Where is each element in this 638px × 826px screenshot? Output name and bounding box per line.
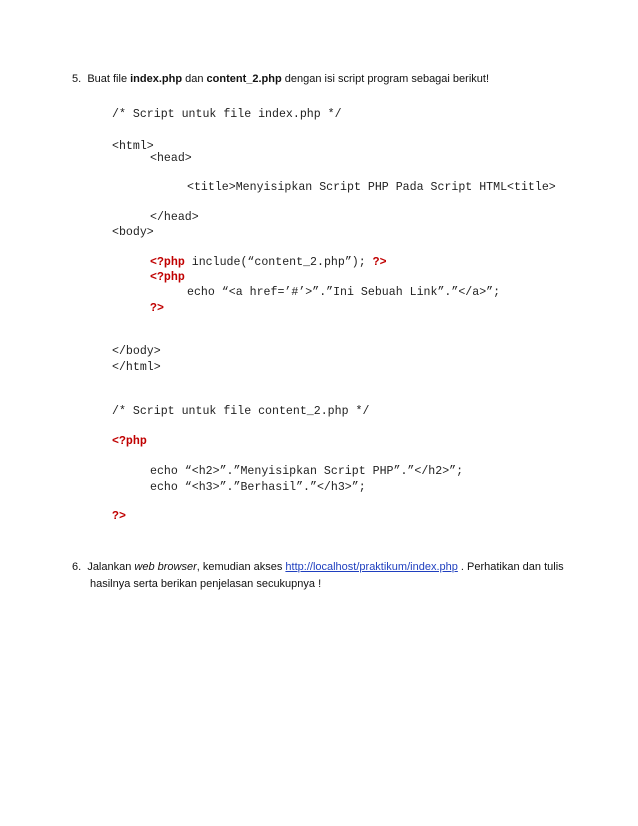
php-open-tag: <?php (150, 256, 185, 269)
code-head-open: <head> (150, 152, 192, 165)
code-echo-h3: echo “<h3>”.”Berhasil”.”</h3>”; (150, 481, 366, 494)
filename-index: index.php (130, 73, 183, 85)
php-close-tag-2: ?> (150, 302, 164, 315)
code-echo-link: echo “<a href=’#’>”.”Ini Sebuah Link”.”</a>”; (187, 286, 501, 299)
code-body-open: <body> (112, 226, 154, 239)
item-5-text-end: dengan isi script program sebagai berikut! (281, 73, 489, 85)
code-head-close: </head> (150, 211, 199, 224)
item-6-text-end: . Perhatikan dan tulis (457, 561, 564, 573)
item-6-paragraph (72, 561, 564, 573)
php-open-tag-2: <?php (150, 271, 185, 284)
code-html-close: </html> (112, 361, 161, 374)
item-6-number: 6. (72, 561, 82, 573)
item-5-number: 5. (72, 73, 82, 85)
php-open-tag-content: <?php (112, 435, 147, 448)
item-6-text-mid: , kemudian akses (196, 561, 286, 573)
item-5-text-mid: dan (182, 73, 207, 85)
code-html-open: <html> (112, 140, 154, 153)
code-echo-h2: echo “<h2>”.”Menyisipkan Script PHP”.”</h2>”; (150, 465, 464, 478)
include-statement: include(“content_2.php”); (184, 256, 373, 269)
web-browser-emphasis: web browser (134, 561, 197, 573)
item-5-paragraph (72, 73, 489, 85)
php-close-tag-content: ?> (112, 510, 126, 523)
localhost-link[interactable]: http://localhost/praktikum/index.php (285, 561, 458, 573)
code-comment-index: /* Script untuk file index.php */ (112, 108, 342, 121)
filename-content-2: content_2.php (206, 73, 282, 85)
code-include-line (150, 256, 387, 269)
code-comment-content-2: /* Script untuk file content_2.php */ (112, 405, 370, 418)
item-5-text-start: Buat file (87, 73, 131, 85)
code-title-line: <title>Menyisipkan Script PHP Pada Script HTML<title> (187, 181, 556, 194)
code-body-close: </body> (112, 345, 161, 358)
php-close-tag: ?> (372, 256, 387, 269)
item-6-line-2: hasilnya serta berikan penjelasan secukupnya ! (90, 578, 322, 590)
item-6-text-start: Jalankan (87, 561, 135, 573)
